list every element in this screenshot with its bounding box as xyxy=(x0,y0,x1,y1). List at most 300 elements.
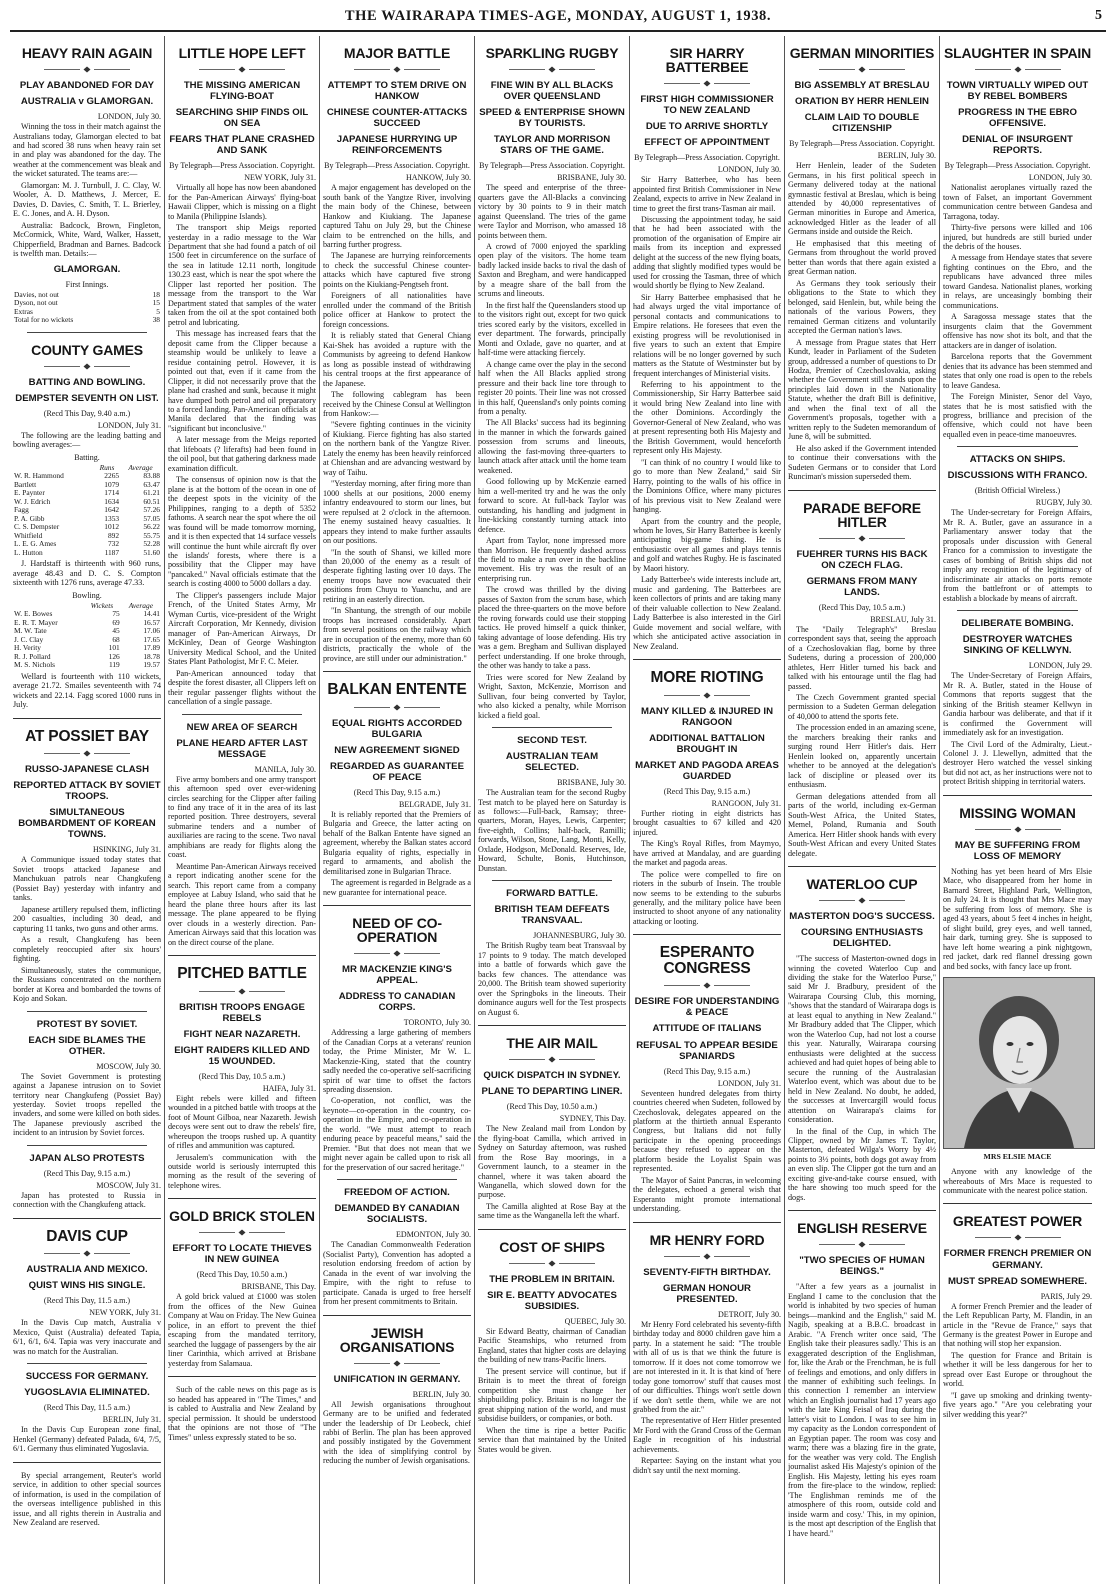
subheadline: DELIBERATE BOMBING. xyxy=(961,618,1074,630)
paragraph-text: Virtually all hope has now been abandoned for the Pan-American Airways' flying-boat Hawaii Clipper, which is missing on a flight to Manila (Philippine Islands). xyxy=(168,183,316,221)
stats-cell: 732 xyxy=(107,539,120,549)
ornament-divider xyxy=(323,950,471,959)
dateline: MOSCOW, July 30. xyxy=(96,1061,161,1071)
paragraph-text: A gold brick valued at £1000 was stolen from the offices of the New Guinea Company at Wau on Friday. The New Guinea police, in an effort to prevent the thief escaping from the mandated territory, searched the luggage of passengers by the air liner Carinthia, which arrived at Brisbane yesterday from Salamaua. xyxy=(168,1292,316,1368)
dateline: HANKOW, July 30. xyxy=(405,173,471,183)
byline: (Recd This Day, 9.40 a.m.) xyxy=(43,408,131,418)
headline: JEWISH ORGANISATIONS xyxy=(339,1324,455,1355)
article-paragraph xyxy=(788,239,936,277)
column-4 xyxy=(475,36,630,1584)
stats-cell: 14.41 xyxy=(143,609,160,619)
stats-cell: 892 xyxy=(107,530,120,540)
stats-cell: 17.65 xyxy=(143,634,160,644)
headline: GOLD BRICK STOLEN xyxy=(169,1208,315,1225)
subheadline: SPEED & ENTERPRISE SHOWN BY TOURISTS. xyxy=(479,107,625,130)
paragraph-text: The Japanese are hurrying reinforcements to check the successful Chinese counter-attacks which have captured five strong points on the Kiukiang-Pengtseh front. xyxy=(323,251,471,289)
stats-cell: 38 xyxy=(152,315,160,325)
subheadline: REGARDED AS GUARANTEE OF PEACE xyxy=(330,760,464,783)
article-separator xyxy=(492,727,612,728)
stats-table xyxy=(13,464,161,558)
article-paragraph xyxy=(13,1072,161,1138)
subheadline: SECOND TEST. xyxy=(517,734,587,746)
headline: DAVIS CUP xyxy=(46,1227,128,1245)
subheadline: FINE WIN BY ALL BLACKS OVER QUEENSLAND xyxy=(490,80,614,103)
subheadline: FORWARD BATTLE. xyxy=(506,888,598,900)
subheadline: ATTACKS ON SHIPS. xyxy=(969,454,1066,466)
dateline: BERLIN, July 31. xyxy=(102,1415,161,1425)
stats-cell: W. R. Hammond xyxy=(14,471,64,481)
article-paragraph xyxy=(168,591,316,667)
paragraph-text: Australia: Badcock, Brown, Fingleton, McCormick, White, Ward, Walker, Hassett, Chipperfield, Bradman and Barnes. Badcock is twelfth man. Details:— xyxy=(13,220,161,259)
paragraph-text: A message from Hendaye states that severe fighting continues on the Ebro, and the republicans have advanced three miles toward Gandesa. Nationalist planes, working in relays, are unceasingly bombing their communications. xyxy=(943,253,1092,310)
stats-cell: L. E. G. Ames xyxy=(14,539,57,549)
paragraph-text: The All Blacks' success had its beginning in the manner in which the forwards gained possession from scrums and lineouts, allowing the fast-moving three-quarters to launch attack after attack until the home team weakened. xyxy=(478,418,626,475)
dateline: HSINKING, July 31. xyxy=(93,845,161,855)
article-paragraph xyxy=(478,1124,626,1200)
article-paragraph xyxy=(788,625,936,691)
dateline: LONDON, July 29. xyxy=(1028,661,1092,671)
subheadline: EIGHT RAIDERS KILLED AND 15 WOUNDED. xyxy=(174,1044,310,1067)
stats-cell: 1079 xyxy=(104,479,120,489)
byline: (Recd This Day, 9.15 a.m.) xyxy=(663,1066,751,1076)
subheadline: COURSING ENTHUSIASTS DELIGHTED. xyxy=(800,927,924,950)
dateline: SYDNEY, This Day. xyxy=(559,1114,626,1124)
dateline: BERLIN, July 30. xyxy=(877,151,936,161)
paragraph-text: All Jewish organisations throughout Germany are to be unified and federated under the leadership of Dr Leobeck, chief rabbi of Berlin. The plan has been approved and possibly instigated by the Government with the idea of simplifying control by reducing the number of Jewish organisations. xyxy=(323,1399,471,1466)
paragraph-text: Thirty-five persons were killed and 106 injured, but hundreds are still buried under the debris of the houses. xyxy=(943,223,1092,251)
dateline: BRESLAU, July 31. xyxy=(870,614,936,624)
article-paragraph xyxy=(943,508,1092,603)
article-separator xyxy=(182,714,302,715)
article-paragraph xyxy=(13,1318,161,1356)
dateline: HAIFA, July 31. xyxy=(262,1083,316,1093)
subheadline: DESTROYER WATCHES SINKING OF KELLWYN. xyxy=(962,634,1073,657)
paragraph-text: The King's Royal Rifles, from Maymyo, have arrived at Mandalay, and are guarding the market and pagoda areas. xyxy=(633,839,781,868)
paragraph-text: The Australian team for the second Rugby Test match to be played here on Saturday is as follows:—Full-back, Ramsay; three-quarters, Moran, Hayes, Lewis, Carpenter; five-eighth, Collins; half-back, Ramilli; forwards, Wilson, Stone, Lang, Monti, Kelly, Oxlade, Hodgson, McDonald. Reserves, Ide, Howard, Schulte, Bonis, Hutchinson, Dunstan. xyxy=(478,788,626,873)
article-paragraph xyxy=(478,360,626,417)
paragraph-text: It is reliably reported that the Premiers of Bulgaria and Greece, the latter acting on behalf of the Balkan Entente have signed an agreement, whereby the Balkan states accord Bulgaria equality of rights, especially in regard to armaments, and abolish the demilitarised zone in Bulgarian Thrace. xyxy=(323,809,471,876)
article-separator xyxy=(957,610,1078,611)
article-separator xyxy=(168,1376,316,1377)
headline: PARADE BEFORE HITLER xyxy=(803,499,921,530)
ornament-divider xyxy=(633,692,781,701)
byline: (Recd This Day, 11.5 a.m.) xyxy=(43,1403,131,1413)
ornament-divider xyxy=(633,80,781,89)
dateline: NEW YORK, July 31. xyxy=(89,1308,161,1318)
article-paragraph xyxy=(788,1282,936,1538)
stats-cell: 126 xyxy=(108,651,120,661)
article-paragraph xyxy=(168,329,316,433)
subheadline: FORMER FRENCH PREMIER ON GERMANY. xyxy=(943,1248,1092,1271)
paragraph-text: By special arrangement, Reuter's world service, in addition to other special sources of information, is used in the compilation of the overseas intelligence published in this issue, and all rights therein in Australia and New Zealand are reserved. xyxy=(13,1470,161,1528)
ornament-divider xyxy=(323,704,471,713)
ornament-divider xyxy=(168,1229,316,1238)
subheadline: DISCUSSIONS WITH FRANCO. xyxy=(947,470,1088,482)
article-paragraph xyxy=(13,855,161,902)
paragraph-text: Seventeen hundred delegates from thirty countries cheered when Sudeten, followed by Czechoslovak, delegates appeared on the platform at the thirtieth annual Esperanto Congress, but Italians did not fully participate in the opening proceedings because they refused to appear on the platform beside the Loyalist Spain was represented. xyxy=(633,1088,781,1174)
paragraph-text: "Severe fighting continues in the vicinity of Kiukiang. Fierce fighting has also started on the northern bank of the Yangtze River. Lately the enemy has been heavily reinforced at Chienshan and are advancing westward by way of Taihu. xyxy=(323,420,471,477)
subheadline: REFUSAL TO APPEAR BESIDE SPANIARDS xyxy=(636,1039,778,1062)
paragraph-text: Pan-American announced today that despite the forest disaster, all Clippers left on their regular passenger flights without the cancellation of a single passage. xyxy=(168,668,316,707)
article-paragraph xyxy=(13,221,161,259)
paragraph-text: Nothing has yet been heard of Mrs Elsie Mace, who disappeared from her home in Barnard Street, Highland Park, Wellington, on July 24. It is thought that Mrs Mace may be suffering from loss of memory. She is aged 43 years, about 5 feet 4 inches in height, of slight build, grey eyes, and well tanned, hair dark, turning grey. She is supposed to have left home wearing a pink nightgown, red jacket, dark red flannel dressing gown and bed socks, with fancy lace up front. xyxy=(943,866,1092,971)
paragraph-text: A Saragossa message states that the insurgents claim that the Government offensive has now shot its bolt, and that the attackers are in danger of isolation. xyxy=(943,312,1092,350)
byline: (Recd This Day, 9.15 a.m.) xyxy=(43,1168,131,1178)
paragraph-text: J. Hardstaff is thirteenth with 960 runs, average 48.43 and D. C. S. Compton sixteenth with 1276 runs, average 47.33. xyxy=(13,559,161,588)
dateline: LONDON, July 30. xyxy=(97,112,161,122)
paragraph-text: Wellard is fourteenth with 110 wickets, average 21.72. Smailes seventeenth with 74 wickets and 22.14. Fagg scored 1000 runs in July. xyxy=(13,671,161,710)
headline: SPARKLING RUGBY xyxy=(485,45,619,61)
article-paragraph xyxy=(478,183,626,240)
subheadline: PROGRESS IN THE EBRO OFFENSIVE. xyxy=(958,107,1077,130)
ornament-divider xyxy=(788,897,936,906)
stats-header-cell: Wickets xyxy=(90,600,114,610)
stats-cell: 18.78 xyxy=(143,651,160,661)
paragraph-text: Herr Henlein, leader of the Sudeten Germans, in his first political speech in Germany delivered today at the national gymnastic festival at Breslau, which is being attended by 40,000 representatives of German minorities in Europe and America, acknowledged Hitler as the leader of all Germans inside and outside the Reich. xyxy=(788,161,936,237)
stats-cell: P. A. Gibb xyxy=(14,513,45,523)
stats-cell: 1634 xyxy=(104,496,120,506)
stats-cell: M. W. Tate xyxy=(14,626,47,636)
stats-cell: 56.22 xyxy=(143,522,160,532)
headline: AT POSSIET BAY xyxy=(25,727,149,745)
paragraph-text: Foreigners of all nationalities have enrolled under the command of the British police officer at Hankow to protect the foreign concessions. xyxy=(323,291,471,329)
paragraph-text: Lady Batterbee's wide interests include art, music and gardening. The Batterbees are keen collectors of prints and are taking many of their valuable collection to New Zealand. Lady Batterbee is also interested in the Girl Guide movement and social welfare, with which she anticipated active association in New Zealand. xyxy=(633,575,781,651)
article-paragraph xyxy=(478,477,626,534)
article-paragraph xyxy=(633,215,781,291)
article-paragraph xyxy=(943,867,1092,971)
byline: By Telegraph—Press Association. Copyright. xyxy=(944,161,1091,171)
article-paragraph xyxy=(478,536,626,583)
article-paragraph xyxy=(943,1302,1092,1349)
subheadline: GLAMORGAN. xyxy=(53,263,121,275)
ornament-divider xyxy=(13,750,161,759)
article-paragraph xyxy=(168,435,316,473)
article-paragraph xyxy=(788,161,936,237)
article-paragraph xyxy=(168,223,316,327)
column-5 xyxy=(630,36,785,1584)
paragraph-text: When the time is ripe a better Pacific service than that maintained by the United States would be given. xyxy=(478,1425,626,1454)
stats-cell: 1187 xyxy=(104,547,120,557)
subheadline: QUIST WINS HIS SINGLE. xyxy=(28,1280,146,1292)
subheadline: YUGOSLAVIA ELIMINATED. xyxy=(24,1387,150,1399)
article-paragraph xyxy=(633,839,781,867)
paragraph-text: Good following up by McKenzie earned him a well-merited try and he was the only forward to score. At full-back Taylor was outstanding, his handling and judgment in line-kicking constantly turning attack into defence. xyxy=(478,477,626,534)
paragraph-text: In the final of the Cup, in which The Clipper, owned by Mr James T. Taylor, Masterton, defeated Wilga's Worry by 4½ points to 3½ points, both dogs got away from an even slip. The Clipper got the turn and an exciting give-and-take course ensued, with the hare showing too much speed for the dogs. xyxy=(788,1126,936,1202)
headline: BALKAN ENTENTE xyxy=(327,681,467,699)
stats-cell: 2265 xyxy=(104,471,120,481)
paragraph-text: The Mayor of Saint Pancras, in welcoming the delegates, echoed a general wish that Esperanto might promote international understanding. xyxy=(633,1175,781,1214)
article-paragraph xyxy=(13,1191,161,1210)
article-paragraph xyxy=(168,1292,316,1368)
article-paragraph xyxy=(323,606,471,663)
stats-cell: 57.05 xyxy=(143,513,160,523)
article-paragraph xyxy=(633,458,781,515)
paragraph-text: The "Daily Telegraph's" Breslau correspondent says that, seeing the approach of a Czechoslovakian flag, borne by three Sudetens, during a procession of 200,000 athletes, Herr Hitler turned his back and talked with his entourage until the flag had passed. xyxy=(788,624,936,691)
subheadline: FREEDOM OF ACTION. xyxy=(344,1187,450,1199)
article-paragraph xyxy=(168,1153,316,1191)
ornament-divider xyxy=(788,66,936,75)
paragraph-text: In the Davis Cup match, Australia v Mexico, Quist (Australia) defeated Tapia, 6/1, 6/1, 6/4. Tapia was very inaccurate and was no match for the Australian. xyxy=(13,1318,161,1356)
stats-cell: R. J. Pollard xyxy=(14,651,51,661)
article-paragraph xyxy=(788,444,936,482)
article-paragraph xyxy=(478,1367,626,1424)
article-paragraph xyxy=(13,935,161,963)
article-separator xyxy=(13,1462,161,1463)
article-paragraph xyxy=(478,1327,626,1365)
stats-row xyxy=(13,299,161,308)
article-separator xyxy=(478,1025,626,1026)
article-separator xyxy=(943,1203,1092,1204)
paragraph-text: Further rioting in eight districts has brought casualties to 67 killed and 420 injured. xyxy=(633,808,781,837)
article-paragraph xyxy=(633,870,781,927)
headline: HEAVY RAIN AGAIN xyxy=(21,45,153,61)
byline: (Recd This Day, 9.15 a.m.) xyxy=(353,787,441,797)
paragraph-text: Discussing the appointment today, he said that he had been associated with the promotion of the organisation of Empire air mails from its inception and expressed delight at the success of the new flying boats, adding that slightly modified types would be used for crossing the Tasman, three of which would shortly be flying to New Zealand. xyxy=(633,215,781,291)
paragraph-text: "I gave up smoking and drinking twenty-five years ago." "Are you celebrating your silver wedding this year?" xyxy=(943,1390,1092,1419)
dateline: JOHANNESBURG, July 30. xyxy=(533,931,626,941)
article-separator xyxy=(633,659,781,660)
article-paragraph xyxy=(323,251,471,289)
paragraph-text: In the Davis Cup European zone final, Henkel (Germany) defeated Palada, 6/4, 7/5, 6/1. Germany thus eliminated Yugoslavia. xyxy=(13,1425,161,1454)
article-paragraph xyxy=(478,1426,626,1454)
stats-cell: 17.89 xyxy=(143,643,160,653)
paragraph-text: A crowd of 7000 enjoyed the sparkling open play of the visitors. The home team badly lacked inside backs to rival the dash of Saxton and Bregham, and were handicapped by a meagre share of the ball from the scrums and lineouts. xyxy=(478,242,626,299)
stats-cell: 75 xyxy=(112,609,120,619)
subheadline: ADDRESS TO CANADIAN CORPS. xyxy=(338,991,456,1014)
subheadline: AUSTRALIA v GLAMORGAN. xyxy=(20,96,154,108)
byline: By Telegraph—Press Association. Copyright. xyxy=(169,161,315,171)
masthead xyxy=(10,8,1106,30)
subheadline: NEW AGREEMENT SIGNED xyxy=(334,744,460,756)
article-paragraph xyxy=(13,181,161,219)
byline: (Recd This Day, 10.5 a.m.) xyxy=(198,1071,286,1081)
paragraph-text: The British Rugby team beat Transvaal by 17 points to 9 today. The match developed into a battle of forwards which gave the backs few chances. The attendance was 20,000. The British team showed superiority over the Springboks in the lineouts. Their dominance augurs well for the Test prospects on August 6. xyxy=(478,941,626,1017)
subheadline: SEVENTY-FIFTH BIRTHDAY. xyxy=(643,1266,771,1278)
paragraph-text: Such of the cable news on this page as is so headed has appeared in "The Times," and is cabled to Australia and New Zealand by special permission. It should be understood that the opinions are not those of "The Times" unless expressly stated to be so. xyxy=(168,1385,316,1442)
paragraph-text: The Foreign Minister, Senor del Vayo, states that he is most satisfied with the progress, brilliance and precision of the offensive, which could not have been equalled even in peace-time manoeuvres. xyxy=(943,392,1092,439)
article-paragraph xyxy=(633,1320,781,1415)
article-separator xyxy=(788,1210,936,1211)
paragraph-text: The consensus of opinion now is that the plane is at the bottom of the ocean in one of the deepest spots in the vicinity of the Philippines, ranging to a depth of 5352 fathoms. A search near the spot where the oil was found will be made tomorrow morning, and it is then expected that 14 surface vessels will continue the hunt while aircraft fly over the islands' forests, where there is a possibility that the Clipper may have "pancaked." Naval officials estimate that the search is costing 4000 to 5000 dollars a day. xyxy=(168,475,316,589)
article-paragraph xyxy=(13,672,161,710)
article-separator xyxy=(957,446,1078,447)
article-paragraph xyxy=(633,1089,781,1174)
headline: ESPERANTO CONGRESS xyxy=(659,944,755,977)
ornament-divider xyxy=(13,66,161,75)
subheadline: UNIFICATION IN GERMANY. xyxy=(333,1373,461,1385)
article-paragraph xyxy=(788,1127,936,1203)
stats-cell: 61.21 xyxy=(143,488,160,498)
subheadline: PLAY ABANDONED FOR DAY xyxy=(19,80,155,91)
subheadline: BATTING AND BOWLING. xyxy=(28,376,146,388)
paragraph-text: The procession ended in an amazing scene, the marchers breaking their ranks and surging round Herr Hitler's dais. Herr Henlein looked on, apparently uncertain whether to be annoyed at the delegation's lack of discipline or pleased over its enthusiasm. xyxy=(788,723,937,790)
dateline: PARIS, July 29. xyxy=(1040,1291,1092,1301)
paragraph-text: Referring to his appointment to the Commissionership, Sir Harry Batterbee said it would bring New Zealand into line with the other Dominions. Accordingly the Governor-General of New Zealand, who was at present representing both His Majesty and the British Government, would henceforth represent only His Majesty. xyxy=(633,379,781,456)
article-paragraph xyxy=(788,723,936,789)
headline: GERMAN MINORITIES xyxy=(789,45,935,61)
headline: PITCHED BATTLE xyxy=(177,965,307,983)
stats-cell: Fagg xyxy=(14,505,29,515)
article-paragraph xyxy=(943,1391,1092,1419)
byline: (Recd This Day, 9.15 a.m.) xyxy=(663,786,751,796)
paragraph-text: The Czech Government granted special permission to a Sudeten German delegation of 40,000 to attend the sports fete. xyxy=(788,693,936,721)
paragraph-text: "After a few years as a journalist in England I came to the conclusion that the world is inhabited by two species of human beings—mankind and the English," said M. Nagib, speaking at a B.B.C. broadcast in Arabic. "A French writer once said, 'The English take their pleasures sadly.' This is an exaggerated description of the Englishman, for, like the Arab or the Frenchman, he is full of feelings and emotions, and only differs in the manner of exhibiting such feelings. In this connection I remember an interview which an English journalist had 17 years ago with the late King Feisal of Iraq during the latter's visit to London. I was to see him in my capacity as the London correspondent of an Egyptian paper. The room was cosy and warm; there was a blazing fire in the grate, for the weather was very cold. The English journalist asked His Majesty's opinion of the English. His Majesty, letting his eyes roam from the fire-place to the window, replied: 'The Englishman reminds me of the atmosphere of this room, outside cold and inside warm and cosy.' This, in my opinion, is the most apt description of the English that I have heard." xyxy=(788,1282,936,1538)
article-separator xyxy=(27,1363,147,1364)
ornament-divider xyxy=(478,66,626,75)
article-paragraph xyxy=(633,1416,781,1454)
headline: THE AIR MAIL xyxy=(506,1035,598,1052)
masthead-rule xyxy=(10,30,1106,32)
byline: (Recd This Day, 11.5 a.m.) xyxy=(43,1296,131,1306)
article-paragraph xyxy=(788,279,936,336)
subheadline: PLANE HEARD AFTER LAST MESSAGE xyxy=(176,737,308,760)
article-paragraph xyxy=(943,183,1092,221)
stats-cell: E. Paynter xyxy=(14,488,45,498)
newspaper-title: THE WAIRARAPA TIMES-AGE, MONDAY, AUGUST 1, 1938. xyxy=(344,8,772,24)
subheadline: GERMAN HONOUR PRESENTED. xyxy=(663,1282,751,1305)
paragraph-text: He also asked if the Government intended to continue their conversations with the Sudeten Germans or to consider that Lord Runciman's mission superseded them. xyxy=(788,443,936,482)
article-paragraph xyxy=(13,559,161,587)
ornament-divider xyxy=(168,988,316,997)
subheadline: EACH SIDE BLAMES THE OTHER. xyxy=(28,1034,146,1057)
paragraph-text: The Camilla alighted at Rose Bay at the same time as the Wanganella left the wharf. xyxy=(478,1201,626,1221)
paragraph-text: Repartee: Saying on the instant what you didn't say until the next morning. xyxy=(633,1456,781,1475)
dateline: DETROIT, July 30. xyxy=(718,1309,781,1319)
subheadline: ADDITIONAL BATTALION BROUGHT IN xyxy=(649,732,765,755)
article-paragraph xyxy=(633,175,781,213)
ornament-divider xyxy=(633,982,781,991)
stats-cell: 119 xyxy=(108,660,120,670)
article-paragraph xyxy=(168,475,316,589)
dateline: BRISBANE, July 30. xyxy=(557,173,626,183)
article-paragraph xyxy=(478,242,626,299)
dateline: LONDON, July 30. xyxy=(717,165,781,175)
paragraph-text: The Clipper's passengers include Major French, of the United States Army, Mr Wyman Curtis, vice-president of the Wright Aircraft Corporation, Mr Kennedy, division manager of Pan-American Airways, Dr McKinley, Dean of George Washington University Medical School, and the United States Plant Pathologist, Mr F. C. Meier. xyxy=(168,590,316,667)
subheadline: "TWO SPECIES OF HUMAN BEINGS." xyxy=(799,1255,925,1278)
article-paragraph xyxy=(323,1028,471,1094)
headline: NEED OF CO-OPERATION xyxy=(352,915,442,946)
article-paragraph xyxy=(633,293,781,378)
paragraph-text: The following cablegram has been received by the Chinese Consul at Wellington from Hankow:— xyxy=(323,390,472,418)
headline: SIR HARRY BATTERBEE xyxy=(665,45,749,75)
article-paragraph xyxy=(168,669,316,707)
article-paragraph xyxy=(13,905,161,933)
article-paragraph xyxy=(478,673,626,720)
subheadline: ATTEMPT TO STEM DRIVE ON HANKOW xyxy=(327,80,467,103)
subheadline: ATTITUDE OF ITALIANS xyxy=(652,1023,762,1035)
article-paragraph xyxy=(788,338,936,442)
dateline: RANGOON, July 31. xyxy=(711,798,781,808)
article-paragraph xyxy=(788,693,936,721)
paragraph-text: Addressing a large gathering of members of the Canadian Corps at a veterans' reunion today, the Prime Minister, Mr W. L. Mackenzie-King, stated that the country sadly needed the co-operative self-sacrificing spirit of war time to offset the factors spreading dissension. xyxy=(323,1028,471,1094)
stats-cell: 68 xyxy=(112,634,120,644)
ornament-divider xyxy=(323,1360,471,1369)
article-paragraph xyxy=(943,223,1092,251)
subheadline: SIR E. BEATTY ADVOCATES SUBSIDIES. xyxy=(487,1289,617,1312)
byline: By Telegraph—Press Association. Copyright. xyxy=(479,161,625,171)
article-paragraph xyxy=(168,775,316,860)
byline: Bowling. xyxy=(72,590,102,600)
stats-row xyxy=(13,498,161,507)
stats-cell: 57.26 xyxy=(143,505,160,515)
article-paragraph xyxy=(323,183,471,249)
paragraph-text: Co-operation, not conflict, was the keynote—co-operation in the country, co-operation in the Empire, and co-operation in the world. "We must attempt to reach enduring peace by peaceful means," said the Premier. "But that does not mean that we might never again be called upon to risk all for the preservation of our sacred heritage." xyxy=(323,1096,471,1172)
subheadline: JAPANESE HURRYING UP REINFORCEMENTS xyxy=(336,134,458,157)
article-paragraph xyxy=(168,1094,316,1151)
article-paragraph xyxy=(323,878,471,897)
byline: By Telegraph—Press Association. Copyright. xyxy=(634,153,780,163)
article-separator xyxy=(788,866,936,867)
headline: MR HENRY FORD xyxy=(649,1231,765,1248)
ornament-divider xyxy=(478,1260,626,1269)
subheadline: BRITISH TEAM DEFEATS TRANSVAAL. xyxy=(494,904,610,927)
ornament-divider xyxy=(788,1241,936,1250)
subheadline: FUEHRER TURNS HIS BACK ON CZECH FLAG. xyxy=(796,548,928,571)
dateline: LONDON, July 30. xyxy=(1028,173,1092,183)
stats-cell: 15 xyxy=(152,298,160,308)
subheadline: THE MISSING AMERICAN FLYING-BOAT xyxy=(183,80,301,103)
headline: MISSING WOMAN xyxy=(959,804,1076,821)
headline: ENGLISH RESERVE xyxy=(797,1220,927,1237)
article-separator xyxy=(168,955,316,956)
subheadline: DEMANDED BY CANADIAN SOCIALISTS. xyxy=(334,1203,460,1226)
subheadline: QUICK DISPATCH IN SYDNEY. xyxy=(483,1070,621,1082)
subheadline: MASTERTON DOG'S SUCCESS. xyxy=(789,910,935,922)
paragraph-text: The speed and enterprise of the three-quarters gave the All-Blacks a convincing victory by 30 points to 9 in their match against Queensland. The tries of the game were Taylor and Morrison, who amassed 18 points between them. xyxy=(478,183,626,240)
headline: LITTLE HOPE LEFT xyxy=(178,45,306,61)
subheadline: MR MACKENZIE KING'S APPEAL. xyxy=(342,964,452,987)
column-6 xyxy=(785,36,940,1584)
paragraph-text: Japanese artillery repulsed them, inflicting 200 casualties, including 30 dead, and capturing 11 tanks, two guns and other arms. xyxy=(13,904,161,933)
subheadline: NEW AREA OF SEARCH xyxy=(186,721,298,733)
subheadline: MARKET AND PAGODA AREAS GUARDED xyxy=(635,759,779,782)
paragraph-text: Meantime Pan-American Airways received a report indicating another scene for the search. This report came from a company employee at Labuy Island, who said that he heard the plane three hours after its last message. The plane appeared to be flying over clouds in a westerly direction. Pan-American Airways said that this location was on the direct course of the plane. xyxy=(168,861,317,947)
stats-cell: Total for no wickets xyxy=(14,315,74,325)
paragraph-text: "In the south of Shansi, we killed more than 20,000 of the enemy as a result of desperate fighting lasting over 10 days. The enemy troops have now evacuated their positions from Chuyu to Yuanchu, and are retiring in an easterly direction. xyxy=(323,547,471,604)
paragraph-text: The transport ship Meigs reported yesterday in a radio message to the War Department that she had found a patch of oil 1500 feet in circumference on the surface of the sea in latitude 12.11 north, longitude 130.23 east, which is near the spot where the Clipper last reported her position. The message from the transport to the War Department stated that samples of the water taken from the oil at the spot contained both petrol and lubricating. xyxy=(168,223,316,327)
paragraph-text: A Communique issued today states that Soviet troops attacked Japanese and Manchukuan patrols near Changkufeng (Possiet Bay) yesterday with infantry and tanks. xyxy=(13,855,161,903)
paragraph-text: Apart from Taylor, none impressed more than Morrison. He frequently dashed across the field to make a run over in the backline movement. His try was the result of an enterprising run. xyxy=(478,536,626,583)
article-paragraph xyxy=(323,291,471,329)
subheadline: MAY BE SUFFERING FROM LOSS OF MEMORY xyxy=(954,839,1081,862)
stats-row xyxy=(13,549,161,558)
stats-cell: 1714 xyxy=(104,488,120,498)
subheadline: CHINESE COUNTER-ATTACKS SUCCEED xyxy=(326,107,468,130)
article-paragraph xyxy=(478,418,626,475)
stats-cell: E. R. T. Mayer xyxy=(14,617,58,627)
paragraph-text: Sir Harry Batterbee emphasised that he had always urged the vital importance of personal contacts and communications to Empire relations. He foresees that even the existing progress will be revolutionised in five years to such an extent that Empire relations will be no longer governed by such matters as the Statute of Westminster but by frequent interchanges of Ministerial visits. xyxy=(633,292,781,378)
ornament-divider xyxy=(943,1234,1092,1243)
byline: By Telegraph—Press Association. Copyright. xyxy=(789,139,935,149)
stats-cell: C. S. Dempster xyxy=(14,522,60,532)
stats-header-cell: Average xyxy=(128,462,153,472)
article-paragraph xyxy=(13,1471,161,1528)
subheadline: THE PROBLEM IN BRITAIN. xyxy=(489,1273,615,1285)
article-separator xyxy=(27,1145,147,1146)
paragraph-text: The following are the leading batting and bowling averages:— xyxy=(13,430,161,450)
subheadline: DESIRE FOR UNDERSTANDING & PEACE xyxy=(634,996,780,1019)
article-paragraph xyxy=(478,301,626,358)
stats-cell: Extras xyxy=(14,306,33,316)
ornament-divider xyxy=(943,66,1092,75)
article-paragraph xyxy=(633,380,781,456)
article-paragraph xyxy=(168,862,316,947)
headline: COUNTY GAMES xyxy=(31,341,143,358)
paragraph-text: The Canadian Commonwealth Federation (Socialist Party), Convention has adopted a resolution endorsing freedom of action by Canada in the event of war involving the Empire, with the right to refuse to participate. Canada is urged to free herself from her present commitments to Britain. xyxy=(323,1240,471,1307)
article-paragraph xyxy=(943,352,1092,390)
paragraph-text: "I can think of no country I would like to go to more than New Zealand," said Sir Harry, pointing to the walls of his office in the Dominions Office, where many pictures of his previous visit to New Zealand were hanging. xyxy=(633,457,781,515)
subheadline: BIG ASSEMBLY AT BRESLAU xyxy=(794,80,930,91)
